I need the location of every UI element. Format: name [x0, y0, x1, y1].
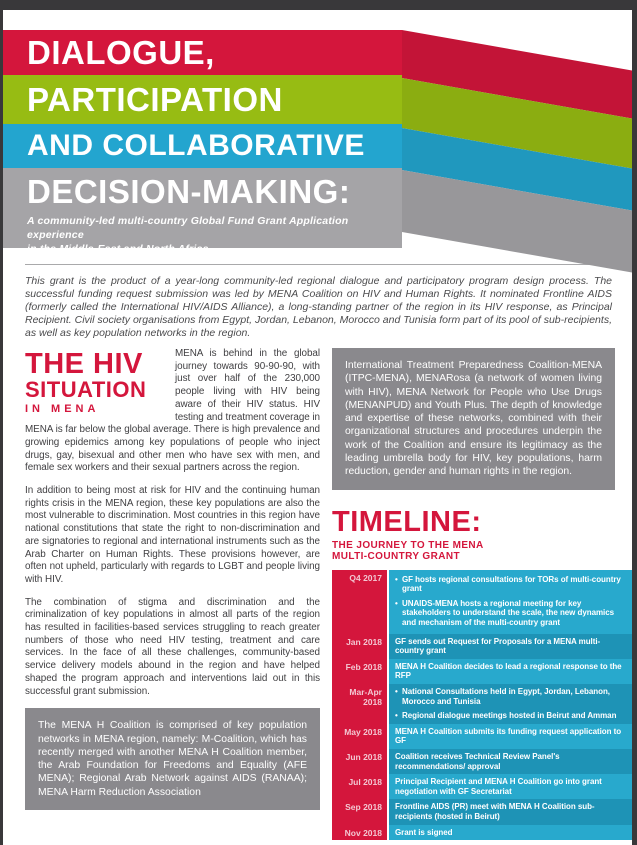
horizontal-divider: [25, 264, 612, 265]
content-columns: [25, 348, 632, 840]
timeline-table: [332, 570, 632, 840]
title-text: AND COLLABORATIVE: [27, 129, 365, 162]
timeline-row: [332, 774, 632, 799]
timeline-event-cell: [389, 570, 632, 634]
title-text: DECISION-MAKING:: [27, 173, 351, 210]
hiv-paragraph-2: In addition to being most at risk for HIV and the continuing human rights crisis in the MENA region, these key populations are also the most vulnerable to discrimination. Most countries in this region have national constitutions that state the right to non-discrimination and are signatories to regional and international instruments such as the Arab Charter on Human Rights. These provisions however, are often not upheld, particularly with regards to LGBT and people living with HIV.: [25, 485, 320, 585]
hiv-paragraph-1: MENA is behind in the global journey towards 90-90-90, with just over half of the 230,000 people living with HIV being aware of their HIV status. HIV testing and treatment coverage in MENA is far below the global average. There is high prevalence and growing epidemics among key populations of people who inject drugs, gay, bisexual and other men who have sex with men, and female sex workers and their sexual partners across the region.: [25, 348, 320, 474]
left-column: [25, 348, 320, 840]
timeline-subtitle: [332, 540, 615, 563]
timeline-event-item: • UNAIDS-MENA hosts a regional meeting for key stakeholders to understand the scale, the new dynamics and mechanism of the multi-country grant: [395, 599, 625, 628]
timeline-date: Mar-Apr 2018: [332, 684, 389, 724]
timeline-row: [332, 749, 632, 774]
intro-paragraph: This grant is the product of a year-long community-led regional dialogue and participatory program design process. The successful funding request submission was led by MENA Coalition on HIV and Human Rights. It nominated Frontline AIDS (formerly called the International HIV/AIDS Alliance), a long-standing partner of the region in its HIV response, as Principal Recipient. Civil society organisations from Egypt, Jordan, Lebanon, Morocco and Tunisia form part of its pool of sub-recipients, as well as key population networks in the region.: [25, 275, 612, 339]
timeline-event-cell: [389, 774, 632, 799]
timeline-event-cell: [389, 749, 632, 774]
timeline-date: Jan 2018: [332, 634, 389, 659]
timeline-event-item: GF sends out Request for Proposals for a MENA multi-country grant: [395, 636, 601, 656]
timeline-subtitle-line2: MULTI-COUNTRY GRANT: [332, 551, 460, 563]
timeline-row: [332, 634, 632, 659]
timeline-event-item: MENA H Coalition submits its funding request application to GF: [395, 726, 622, 746]
timeline-event-item: MENA H Coalition decides to lead a regional response to the RFP: [395, 661, 622, 681]
header-subtitle-line2: in the Middle-East and North Africa: [27, 243, 209, 255]
hiv-heading-line3: IN MENA: [25, 403, 100, 415]
title-text: DIALOGUE,: [27, 33, 215, 71]
timeline-event-cell: [389, 684, 632, 724]
timeline-date: Q4 2017: [332, 570, 389, 634]
title-line-collaborative: [3, 124, 402, 168]
header-subtitle-line1: A community-led multi-country Global Fund Grant Application experience: [27, 215, 349, 241]
title-line-dialogue: [3, 30, 402, 75]
title-text: PARTICIPATION: [27, 80, 283, 118]
hiv-paragraph-3: The combination of stigma and discrimination and the criminalization of key populations in almost all parts of the region has resulted in facilities-based services struggling to reach greater numbers of those who need HIV testing, treatment and care services. In the face of all these challenges, community-based service delivery models abound in the region and have helped shaped the program approach and interventions laid out in this successful grant submission.: [25, 596, 320, 697]
timeline-event-cell: [389, 659, 632, 684]
timeline-row: [332, 659, 632, 684]
header-ribbon-fold: [402, 30, 632, 273]
timeline-title: TIMELINE:: [332, 505, 482, 538]
timeline-date: May 2018: [332, 724, 389, 749]
timeline-event-item: • GF hosts regional consultations for TORs of multi-country grant: [395, 575, 625, 594]
coalition-box: The MENA H Coalition is comprised of key population networks in MENA region, namely: M-Coalition, which has recently merged with another MENA H Coalition member, the Arab Foundation for Freedoms and Equality (AFE MENA); Regional Arab Network against AIDS (RANAA); MENA Harm Reduction Association: [25, 708, 320, 810]
timeline-row: [332, 684, 632, 724]
timeline-event-item: • Regional dialogue meetings hosted in Beirut and Amman: [395, 711, 625, 721]
hiv-heading-line1: THE HIV: [25, 348, 143, 380]
title-line-decision-making: [3, 168, 402, 255]
document-page: [3, 10, 632, 845]
timeline-heading: [332, 507, 615, 563]
title-line-participation: [3, 75, 402, 124]
timeline-event-cell: [389, 799, 632, 824]
timeline-date: Nov 2018: [332, 825, 389, 841]
timeline-row: [332, 825, 632, 841]
hiv-situation-block: [25, 348, 320, 475]
timeline-row: [332, 799, 632, 824]
networks-box: International Treatment Preparedness Coalition-MENA (ITPC-MENA), MENARosa (a network of women living with HIV), MENA Network for People who Use Drugs (MENANPUD) and Youth Plus. The depth of knowledge and expertise of these networks, combined with their organizational structures and procedures underpin the work of the Coalition and ensure its legitimacy as the leading umbrella body for HIV, key populations, harm reduction, gender and human rights in the region.: [332, 348, 615, 490]
timeline-subtitle-line1: THE JOURNEY TO THE MENA: [332, 539, 484, 551]
timeline-event-item: Coalition receives Technical Review Panel's recommendations/ approval: [395, 751, 560, 771]
right-column: [332, 348, 622, 840]
timeline-event-cell: [389, 724, 632, 749]
hiv-heading-line2: SITUATION: [25, 377, 147, 402]
header-subtitle: [27, 214, 402, 256]
timeline-event-cell: [389, 825, 632, 841]
timeline-row: [332, 570, 632, 634]
header-banner: [3, 30, 402, 255]
timeline-event-item: Grant is signed: [395, 827, 453, 837]
timeline-date: Feb 2018: [332, 659, 389, 684]
timeline-date: Jul 2018: [332, 774, 389, 799]
timeline-event-cell: [389, 634, 632, 659]
timeline-event-item: • National Consultations held in Egypt, Jordan, Lebanon, Morocco and Tunisia: [395, 687, 625, 706]
timeline-event-item: Principal Recipient and MENA H Coalition go into grant negotiation with GF Secretariat: [395, 777, 602, 796]
timeline-row: [332, 724, 632, 749]
timeline-date: Sep 2018: [332, 799, 389, 824]
timeline-date: Jun 2018: [332, 749, 389, 774]
timeline-event-item: Frontline AIDS (PR) meet with MENA H Coalition sub-recipients (hosted in Beirut): [395, 802, 595, 821]
hiv-section-heading: [25, 350, 167, 415]
